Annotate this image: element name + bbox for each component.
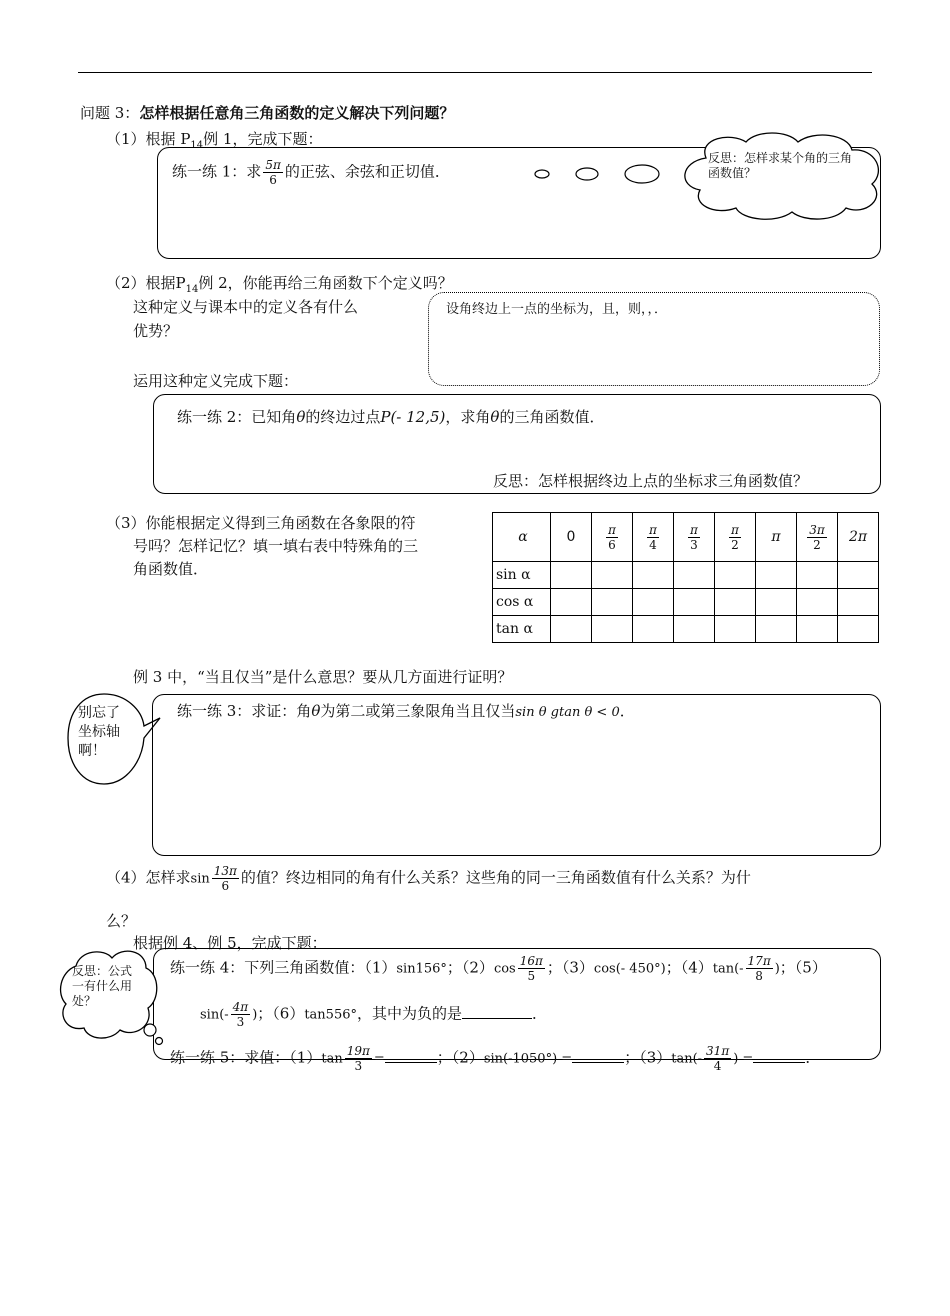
pi3-den: 3 (690, 537, 698, 552)
exercise-1-frac-num: 5π (265, 158, 281, 172)
table-header-row (493, 513, 879, 562)
table-row-sin (493, 562, 879, 589)
exercise-4-v5d: 3 (236, 1015, 245, 1029)
exercise-5-blank-1[interactable] (385, 1048, 437, 1063)
question-3-heading (80, 102, 454, 123)
part2-intro (106, 272, 453, 295)
part2-intro-b: 例 2，你能再给三角函数下个定义吗？ (198, 274, 453, 292)
table-cell[interactable] (715, 589, 756, 616)
exercise-4-v6: tan556° (304, 1007, 357, 1023)
table-cell[interactable] (674, 616, 715, 643)
two-pi-value: 2π (848, 529, 868, 545)
table-cell[interactable] (797, 616, 838, 643)
table-cell[interactable] (633, 562, 674, 589)
exercise-4-v5b: ) (252, 1007, 258, 1023)
part4-apply: 根据例 4、例 5，完成下题： (133, 934, 327, 952)
table-header-pi6 (592, 513, 633, 562)
exercise-4-i3: ；（3） (546, 958, 594, 977)
pi3-num: π (690, 522, 698, 537)
exercise-1-frac-den: 6 (269, 173, 277, 187)
table-header-alpha (493, 513, 551, 562)
exercise-1-tail: 的正弦、余弦和正切值． (284, 162, 450, 181)
zero-value: 0 (566, 529, 576, 545)
exercise-4-v5n: 4π (232, 1000, 249, 1014)
pi2-den: 2 (731, 537, 739, 552)
exercise-4-v4a: tan(- (712, 961, 744, 977)
reminder-cloud-text: 别忘了坐标轴啊！ (78, 705, 120, 759)
exercise-4-v2d: 5 (527, 969, 536, 983)
exercise-4-line2 (200, 1000, 547, 1029)
pi4-den: 4 (649, 537, 657, 552)
pi6-num: π (608, 522, 616, 537)
table-header-3pi2 (797, 513, 838, 562)
table-cell[interactable] (756, 589, 797, 616)
table-row-sin-label: sin α (493, 562, 551, 589)
part3-line2: 号吗？怎样记忆？填一填右表中特殊角的三 (133, 537, 419, 555)
table-cell[interactable] (592, 562, 633, 589)
exercise-3-formula: sin θ gtan θ < 0 (515, 705, 620, 720)
table-cell[interactable] (674, 589, 715, 616)
exercise-2-text (177, 406, 604, 427)
exercise-1-text (172, 158, 450, 187)
question-3-prefix: 问题 3： (80, 104, 140, 122)
part2-intro-a: （2）根据 (106, 274, 176, 292)
special-angles-table (492, 512, 879, 643)
exercise-2-theta-2: θ (490, 408, 500, 426)
exercise-5-i3: ；（3） (624, 1048, 672, 1067)
pi-value: π (771, 529, 781, 545)
exercise-5-end: ． (805, 1048, 821, 1067)
exercise-5-v1d: 3 (354, 1059, 363, 1073)
exercise-2-point: P(- 12,5) (380, 408, 446, 426)
table-row-tan (493, 616, 879, 643)
top-rule (78, 72, 872, 73)
exercise-5-v1n: 19π (346, 1044, 370, 1058)
exercise-3-text (177, 700, 635, 721)
exercise-2-tail: ，求角 (445, 408, 491, 426)
table-header-pi2 (715, 513, 756, 562)
table-cell[interactable] (797, 562, 838, 589)
part1-intro-p: P (180, 130, 191, 148)
table-cell[interactable] (756, 616, 797, 643)
part4-sin: sin (190, 871, 210, 887)
part2-intro-sub: 14 (185, 284, 199, 295)
table-header-pi3 (674, 513, 715, 562)
part3-line3: 角函数值． (133, 560, 209, 578)
part1-intro-a: （1）根据 (106, 130, 176, 148)
bubble-dot-large (625, 165, 659, 183)
exercise-3-mid: 为第二或第三象限角当且仅当 (320, 702, 516, 720)
table-cell[interactable] (633, 616, 674, 643)
exercise-4-v2n: 16π (519, 954, 543, 968)
exercise-4-v2a: cos (493, 961, 516, 977)
bubble-dot-medium (576, 168, 598, 180)
exercise-4-label: 练一练 4：下列三角函数值： (170, 958, 365, 977)
exercise-4-i5: ；（5） (779, 958, 827, 977)
table-cell[interactable] (592, 616, 633, 643)
exercise-5-blank-3[interactable] (753, 1048, 805, 1063)
exercise-5-v3a: tan(- (671, 1051, 703, 1067)
table-cell[interactable] (838, 589, 879, 616)
part4-frac-num: 13π (213, 864, 237, 878)
example-3-question: 例 3 中，“当且仅当”是什么意思？要从几方面进行证明？ (133, 668, 513, 686)
part2-question-line1: 这种定义与课本中的定义各有什么 (133, 298, 359, 316)
part2-question-line2: 优势？ (133, 322, 179, 340)
table-cell[interactable] (551, 616, 592, 643)
three-pi-den: 2 (813, 537, 821, 552)
part2-apply-text: 运用这种定义完成下题： (133, 372, 299, 390)
exercise-5-v1a: tan (321, 1051, 343, 1067)
exercise-1-fraction (263, 158, 283, 187)
exercise-4-v4b: ) (774, 961, 780, 977)
exercise-5-blank-2[interactable] (572, 1048, 624, 1063)
part2-intro-p: P (175, 274, 186, 292)
exercise-5-label: 练一练 5：求值：（1） (170, 1048, 322, 1067)
exercise-4-answer-blank[interactable] (462, 1004, 532, 1019)
exercise-4-v4d: 8 (755, 969, 763, 983)
three-pi-num: 3π (809, 522, 825, 537)
exercise-2-theta: θ (296, 408, 306, 426)
exercise-5-v3n: 31π (706, 1044, 730, 1058)
exercise-4-i6: ；（6） (257, 1004, 305, 1023)
exercise-3-label: 练一练 3：求证：角 (177, 702, 312, 720)
exercise-2-reflection: 反思：怎样根据终边上点的坐标求三角函数值？ (493, 472, 809, 490)
pi2-num: π (731, 522, 739, 537)
part1-intro-b: 例 1，完成下题： (203, 130, 323, 148)
exercise-5-line (170, 1044, 820, 1073)
exercise-5-v3d: 4 (713, 1059, 722, 1073)
table-row-cos-label: cos α (493, 589, 551, 616)
part1-intro-sub: 14 (190, 140, 204, 151)
part4-frac-den: 6 (221, 879, 230, 893)
exercise-5-i2: ；（2） (436, 1048, 484, 1067)
part3-line1: （3）你能根据定义得到三角函数在各象限的符 (106, 514, 416, 532)
table-cell[interactable] (838, 562, 879, 589)
table-row-tan-label: tan α (493, 616, 551, 643)
pi4-num: π (649, 522, 657, 537)
question-3-title: 怎样根据任意角三角函数的定义解决下列问题？ (139, 104, 455, 122)
alpha-symbol: α (518, 529, 528, 545)
table-row-cos (493, 589, 879, 616)
exercise-4-tail: ，其中为负的是 (357, 1004, 463, 1023)
exercise-1-label: 练一练 1：求 (172, 162, 262, 181)
exercise-2-tail2: 的三角函数值． (499, 408, 605, 426)
part4-line1 (106, 864, 751, 893)
part4-line-b: 的值？终边相同的角有什么关系？这些角的同一三角函数值有什么关系？为什 (240, 868, 751, 887)
part4-line-a: （4）怎样求 (106, 868, 191, 887)
exercise-4-i4: ；（4） (665, 958, 713, 977)
exercise-4-line1 (170, 954, 827, 983)
part4-line-c: 么？ (106, 912, 137, 930)
table-cell[interactable] (715, 562, 756, 589)
definition-dotted-text: 设角终边上一点的坐标为，且，则，，． (446, 302, 668, 317)
table-cell[interactable] (715, 616, 756, 643)
table-cell[interactable] (592, 589, 633, 616)
table-cell[interactable] (838, 616, 879, 643)
exercise-2-label: 练一练 2：已知角 (177, 408, 297, 426)
table-header-pi4 (633, 513, 674, 562)
exercise-4-i1: （1） (364, 958, 397, 977)
table-header-2pi (838, 513, 879, 562)
exercise-4-v1: sin156° (396, 961, 447, 977)
table-cell[interactable] (756, 562, 797, 589)
table-cell[interactable] (633, 589, 674, 616)
exercise-4-v5a: sin(- (200, 1007, 229, 1023)
table-cell[interactable] (551, 589, 592, 616)
exercise-3-theta: θ (311, 702, 321, 720)
bubble-dot-small (535, 170, 549, 178)
reflection-cloud-1-text: 反思：怎样求某个角的三角函数值？ (708, 151, 853, 180)
table-cell[interactable] (551, 562, 592, 589)
table-header-pi (756, 513, 797, 562)
reflection-cloud-2-text: 反思：公式一有什么用处？ (72, 964, 133, 1008)
exercise-3-end: ． (619, 702, 635, 720)
exercise-4-end: ． (532, 1004, 548, 1023)
exercise-4-v4n: 17π (747, 954, 771, 968)
exercise-4-v3: cos(- 450°) (593, 961, 666, 977)
exercise-2-mid: 的终边过点 (305, 408, 381, 426)
table-header-zero (551, 513, 592, 562)
pi6-den: 6 (608, 537, 616, 552)
table-cell[interactable] (797, 589, 838, 616)
exercise-5-v2: sin(-1050°) = (483, 1051, 573, 1067)
exercise-4-i2: ；（2） (446, 958, 494, 977)
exercise-5-eq: = (373, 1051, 385, 1067)
thought-bubble-trail (530, 160, 690, 190)
exercise-5-v3b: ) = (733, 1051, 754, 1067)
table-cell[interactable] (674, 562, 715, 589)
